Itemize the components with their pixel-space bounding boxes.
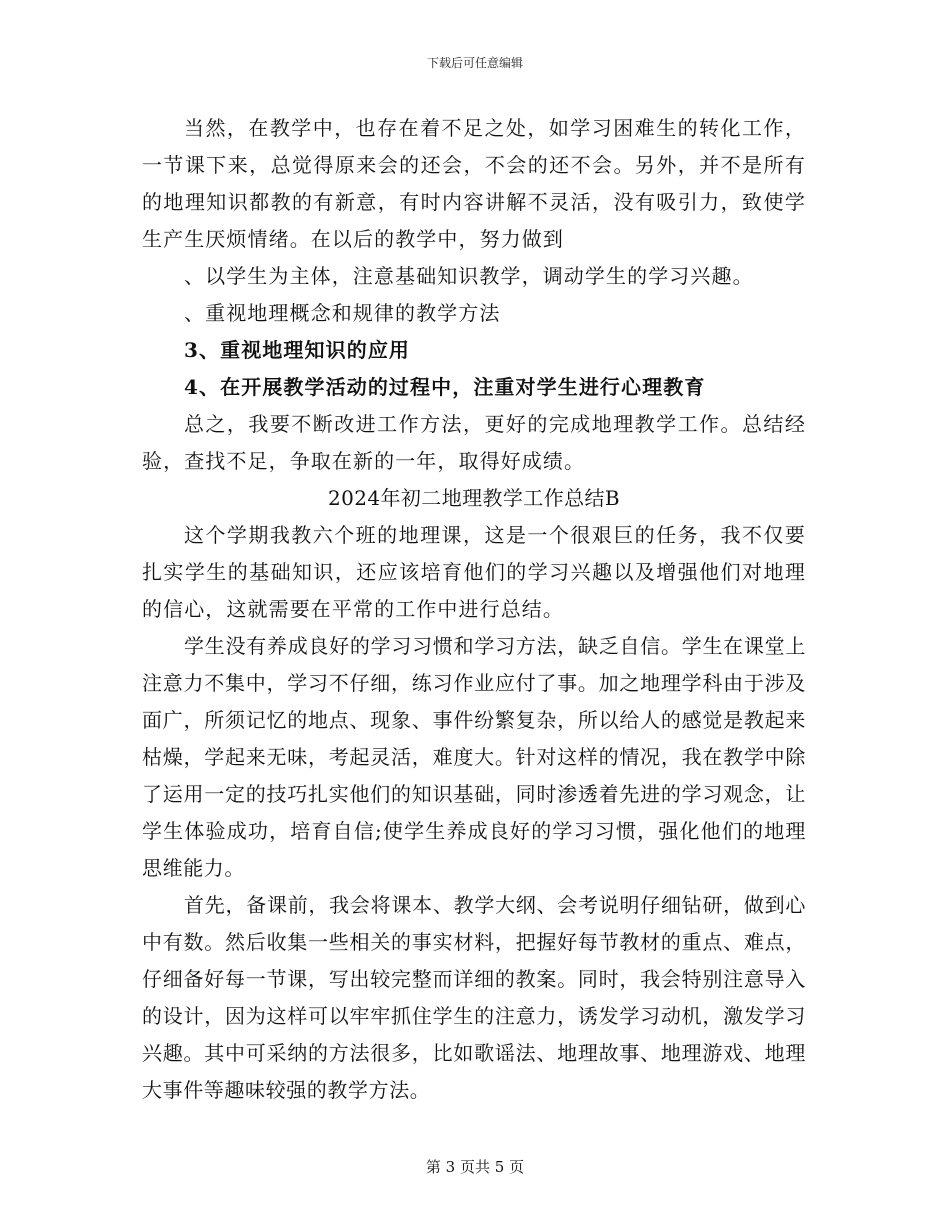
paragraph-students: 学生没有养成良好的学习习惯和学习方法，缺乏自信。学生在课堂上注意力不集中，学习不仔细，练习作业应付了事。加之地理学科由于涉及面广，所须记忆的地点、现象、事件纷繁复杂，所以给人的感觉是教起来枯燥，学起来无味，考起灵活，难度大。针对这样的情况，我在教学中除了运用一定的技巧扎实他们的知识基础，同时渗透着先进的学习观念，让学生体验成功，培育自信;使学生养成良好的学习习惯，强化他们的地理思维能力。 xyxy=(142,634,806,880)
paragraph-intro: 这个学期我教六个班的地理课，这是一个很艰巨的任务，我不仅要扎实学生的基础知识，还应该培育他们的学习兴趣以及增强他们对地理的信心，这就需要在平常的工作中进行总结。 xyxy=(142,523,806,621)
section-title: 2024年初二地理教学工作总结B xyxy=(328,486,620,510)
list-item-2: 、重视地理概念和规律的教学方法 xyxy=(184,301,501,325)
paragraph-shortcomings: 当然，在教学中，也存在着不足之处，如学习困难生的转化工作，一节课下来，总觉得原来会的还会，不会的还不会。另外，并不是所有的地理知识都教的有新意，有时内容讲解不灵活，没有吸引力，致使学生产生厌烦情绪。在以后的教学中，努力做到 xyxy=(142,116,806,251)
list-item-1: 、以学生为主体，注意基础知识教学，调动学生的学习兴趣。 xyxy=(184,264,754,288)
document-body xyxy=(142,110,806,1109)
paragraph-conclusion: 总之，我要不断改进工作方法，更好的完成地理教学工作。总结经验，查找不足，争取在新的一年，取得好成绩。 xyxy=(142,412,806,473)
page-footer: 第 3 页共 5 页 xyxy=(425,1158,525,1176)
page-header: 下载后可任意编辑 xyxy=(426,56,523,70)
list-item-4: 4、在开展教学活动的过程中，注重对学生进行心理教育 xyxy=(184,375,706,399)
list-item-3: 3、重视地理知识的应用 xyxy=(184,338,411,362)
paragraph-lesson-prep: 首先，备课前，我会将课本、教学大纲、会考说明仔细钻研，做到心中有数。然后收集一些相关的事实材料，把握好每节教材的重点、难点，仔细备好每一节课，写出较完整而详细的教案。同时，我会特别注意导入的设计，因为这样可以牢牢抓住学生的注意力，诱发学习动机，激发学习兴趣。其中可采纳的方法很多，比如歌谣法、地理故事、地理游戏、地理大事件等趣味较强的教学方法。 xyxy=(142,893,806,1102)
